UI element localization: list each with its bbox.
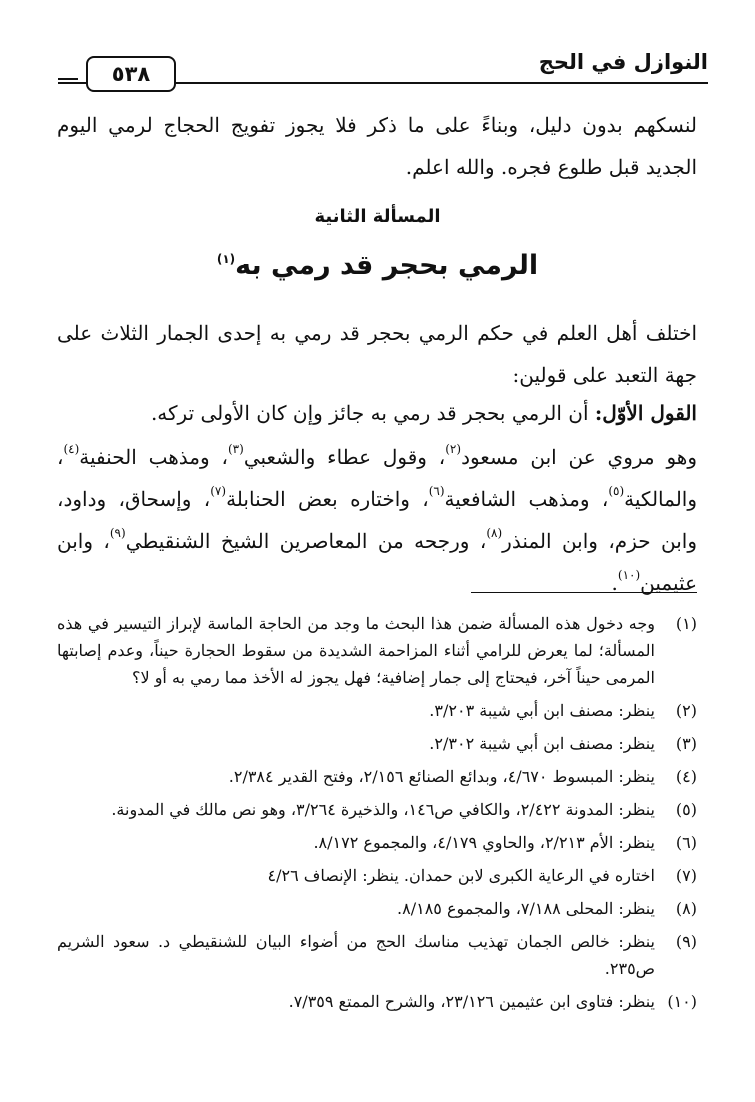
footnote xyxy=(57,829,697,856)
footnote-number: (١) xyxy=(675,614,697,633)
paragraph-4-segment: ، وإسحاق، وداود، وابن حزم، وابن المنذر xyxy=(57,487,697,553)
footnote xyxy=(57,796,697,823)
first-saying xyxy=(57,392,697,434)
footnote-text: ينظر: مصنف ابن أبي شيبة ٢/٣٠٢. xyxy=(429,734,655,753)
paragraph-1: لنسكهم بدون دليل، وبناءً على ما ذكر فلا يجوز تفويج الحجاج لرمي اليوم الجديد قبل طلوع فجره. والله اعلم. xyxy=(57,113,697,179)
paragraph-4-segment: ، ورجحه من المعاصرين الشيخ الشنقيطي xyxy=(125,529,487,553)
paragraph-4-segment: ، وقول عطاء والشعبي xyxy=(243,445,446,469)
footnote xyxy=(57,862,697,889)
footnote-number: (٤) xyxy=(675,767,697,786)
footnote-text: ينظر: مصنف ابن أبي شيبة ٣/٢٠٣. xyxy=(429,701,655,720)
paragraph-4-segment: وهو مروي عن ابن مسعود xyxy=(461,445,697,469)
footnote-text: ينظر: خالص الجمان تهذيب مناسك الحج من أضواء البيان للشنقيطي د. سعود الشريم ص٢٣٥. xyxy=(57,932,655,978)
footnote-ref: (٩) xyxy=(109,526,126,541)
first-saying-text: أن الرمي بحجر قد رمي به جائز وإن كان الأولى تركه. xyxy=(150,401,595,425)
book-title: النوازل في الحج xyxy=(538,50,708,74)
footnote xyxy=(57,730,697,757)
footnote xyxy=(57,610,697,691)
footnote xyxy=(57,763,697,790)
footnote-number: (٩) xyxy=(675,932,697,951)
footnote-text: ينظر: الأم ٢/٢١٣، والحاوي ٤/١٧٩، والمجموع ٨/١٧٢. xyxy=(313,833,655,852)
paragraph-4-segment: ، واختاره بعض الحنابلة xyxy=(226,487,429,511)
footnote-text: ينظر: فتاوى ابن عثيمين ٢٣/١٢٦، والشرح الممتع ٧/٣٥٩. xyxy=(288,992,655,1011)
main-title xyxy=(0,250,755,281)
footnote xyxy=(57,928,697,982)
footnote-ref: (٧) xyxy=(210,484,227,499)
footnote-text: وجه دخول هذه المسألة ضمن هذا البحث ما وجد من الحاجة الماسة لإبراز التيسير في هذه المسألة؛ لما يعرض للرامي أثناء المزاحمة الشديدة من سقوط الحجارة حيناً، وعدم إصابتها المرمى حيناً آخر، فيحتاج إلى جمار إضافية؛ فهل يجوز له الأخذ مما رمي به أو لا؟ xyxy=(57,614,655,687)
footnote-ref: (١٠) xyxy=(617,568,641,583)
footnote-ref: (٨) xyxy=(486,526,503,541)
footnote-number: (١٠) xyxy=(667,992,697,1011)
footnote-ref: (٣) xyxy=(227,442,244,457)
first-saying-label: القول الأوّل: xyxy=(594,401,697,425)
page-header xyxy=(58,38,708,88)
footnote-ref: (١) xyxy=(216,252,236,267)
paragraph-4-segment: ، ومذهب الشافعية xyxy=(444,487,609,511)
paragraph-4-segment: . xyxy=(611,571,618,595)
section-title: المسألة الثانية xyxy=(314,206,441,227)
paragraph-4-segment: ، ومذهب الحنفية xyxy=(79,445,228,469)
footnote-text: ينظر: المحلى ٧/١٨٨، والمجموع ٨/١٨٥. xyxy=(397,899,655,918)
footnote xyxy=(57,697,697,724)
footnote-text: ينظر: المبسوط ٤/٦٧٠، وبدائع الصنائع ٢/١٥٦، وفتح القدير ٢/٣٨٤. xyxy=(228,767,655,786)
footnote-ref: (٦) xyxy=(428,484,445,499)
footnote-separator xyxy=(471,592,697,593)
footnote-number: (٦) xyxy=(675,833,697,852)
paragraph-2: اختلف أهل العلم في حكم الرمي بحجر قد رمي به إحدى الجمار الثلاث على جهة التعبد على قولين: xyxy=(57,321,697,387)
footnote xyxy=(57,988,697,1015)
footnote-number: (٢) xyxy=(675,701,697,720)
footnote-number: (٨) xyxy=(675,899,697,918)
paragraph-4 xyxy=(57,436,697,604)
page-number: ٥٣٨ xyxy=(86,56,176,92)
footnote-number: (٥) xyxy=(675,800,697,819)
footnotes-list xyxy=(57,610,697,1021)
footnote-ref: (٥) xyxy=(608,484,625,499)
footnote-text: اختاره في الرعاية الكبرى لابن حمدان. ينظر: الإنصاف ٤/٢٦ xyxy=(267,866,655,885)
footnote-ref: (٤) xyxy=(63,442,80,457)
footnote-number: (٧) xyxy=(675,866,697,885)
header-rule-accent xyxy=(58,78,78,80)
footnote-ref: (٢) xyxy=(445,442,462,457)
main-title-text: الرمي بحجر قد رمي به xyxy=(235,250,539,281)
paragraph-4-segment: ، والمالكية xyxy=(57,445,698,511)
paragraph-4-segment: ، وابن عثيمين xyxy=(57,529,697,595)
footnote xyxy=(57,895,697,922)
footnote-text: ينظر: المدونة ٢/٤٢٢، والكافي ص١٤٦، والذخيرة ٣/٢٦٤، وهو نص مالك في المدونة. xyxy=(111,800,655,819)
footnote-number: (٣) xyxy=(675,734,697,753)
